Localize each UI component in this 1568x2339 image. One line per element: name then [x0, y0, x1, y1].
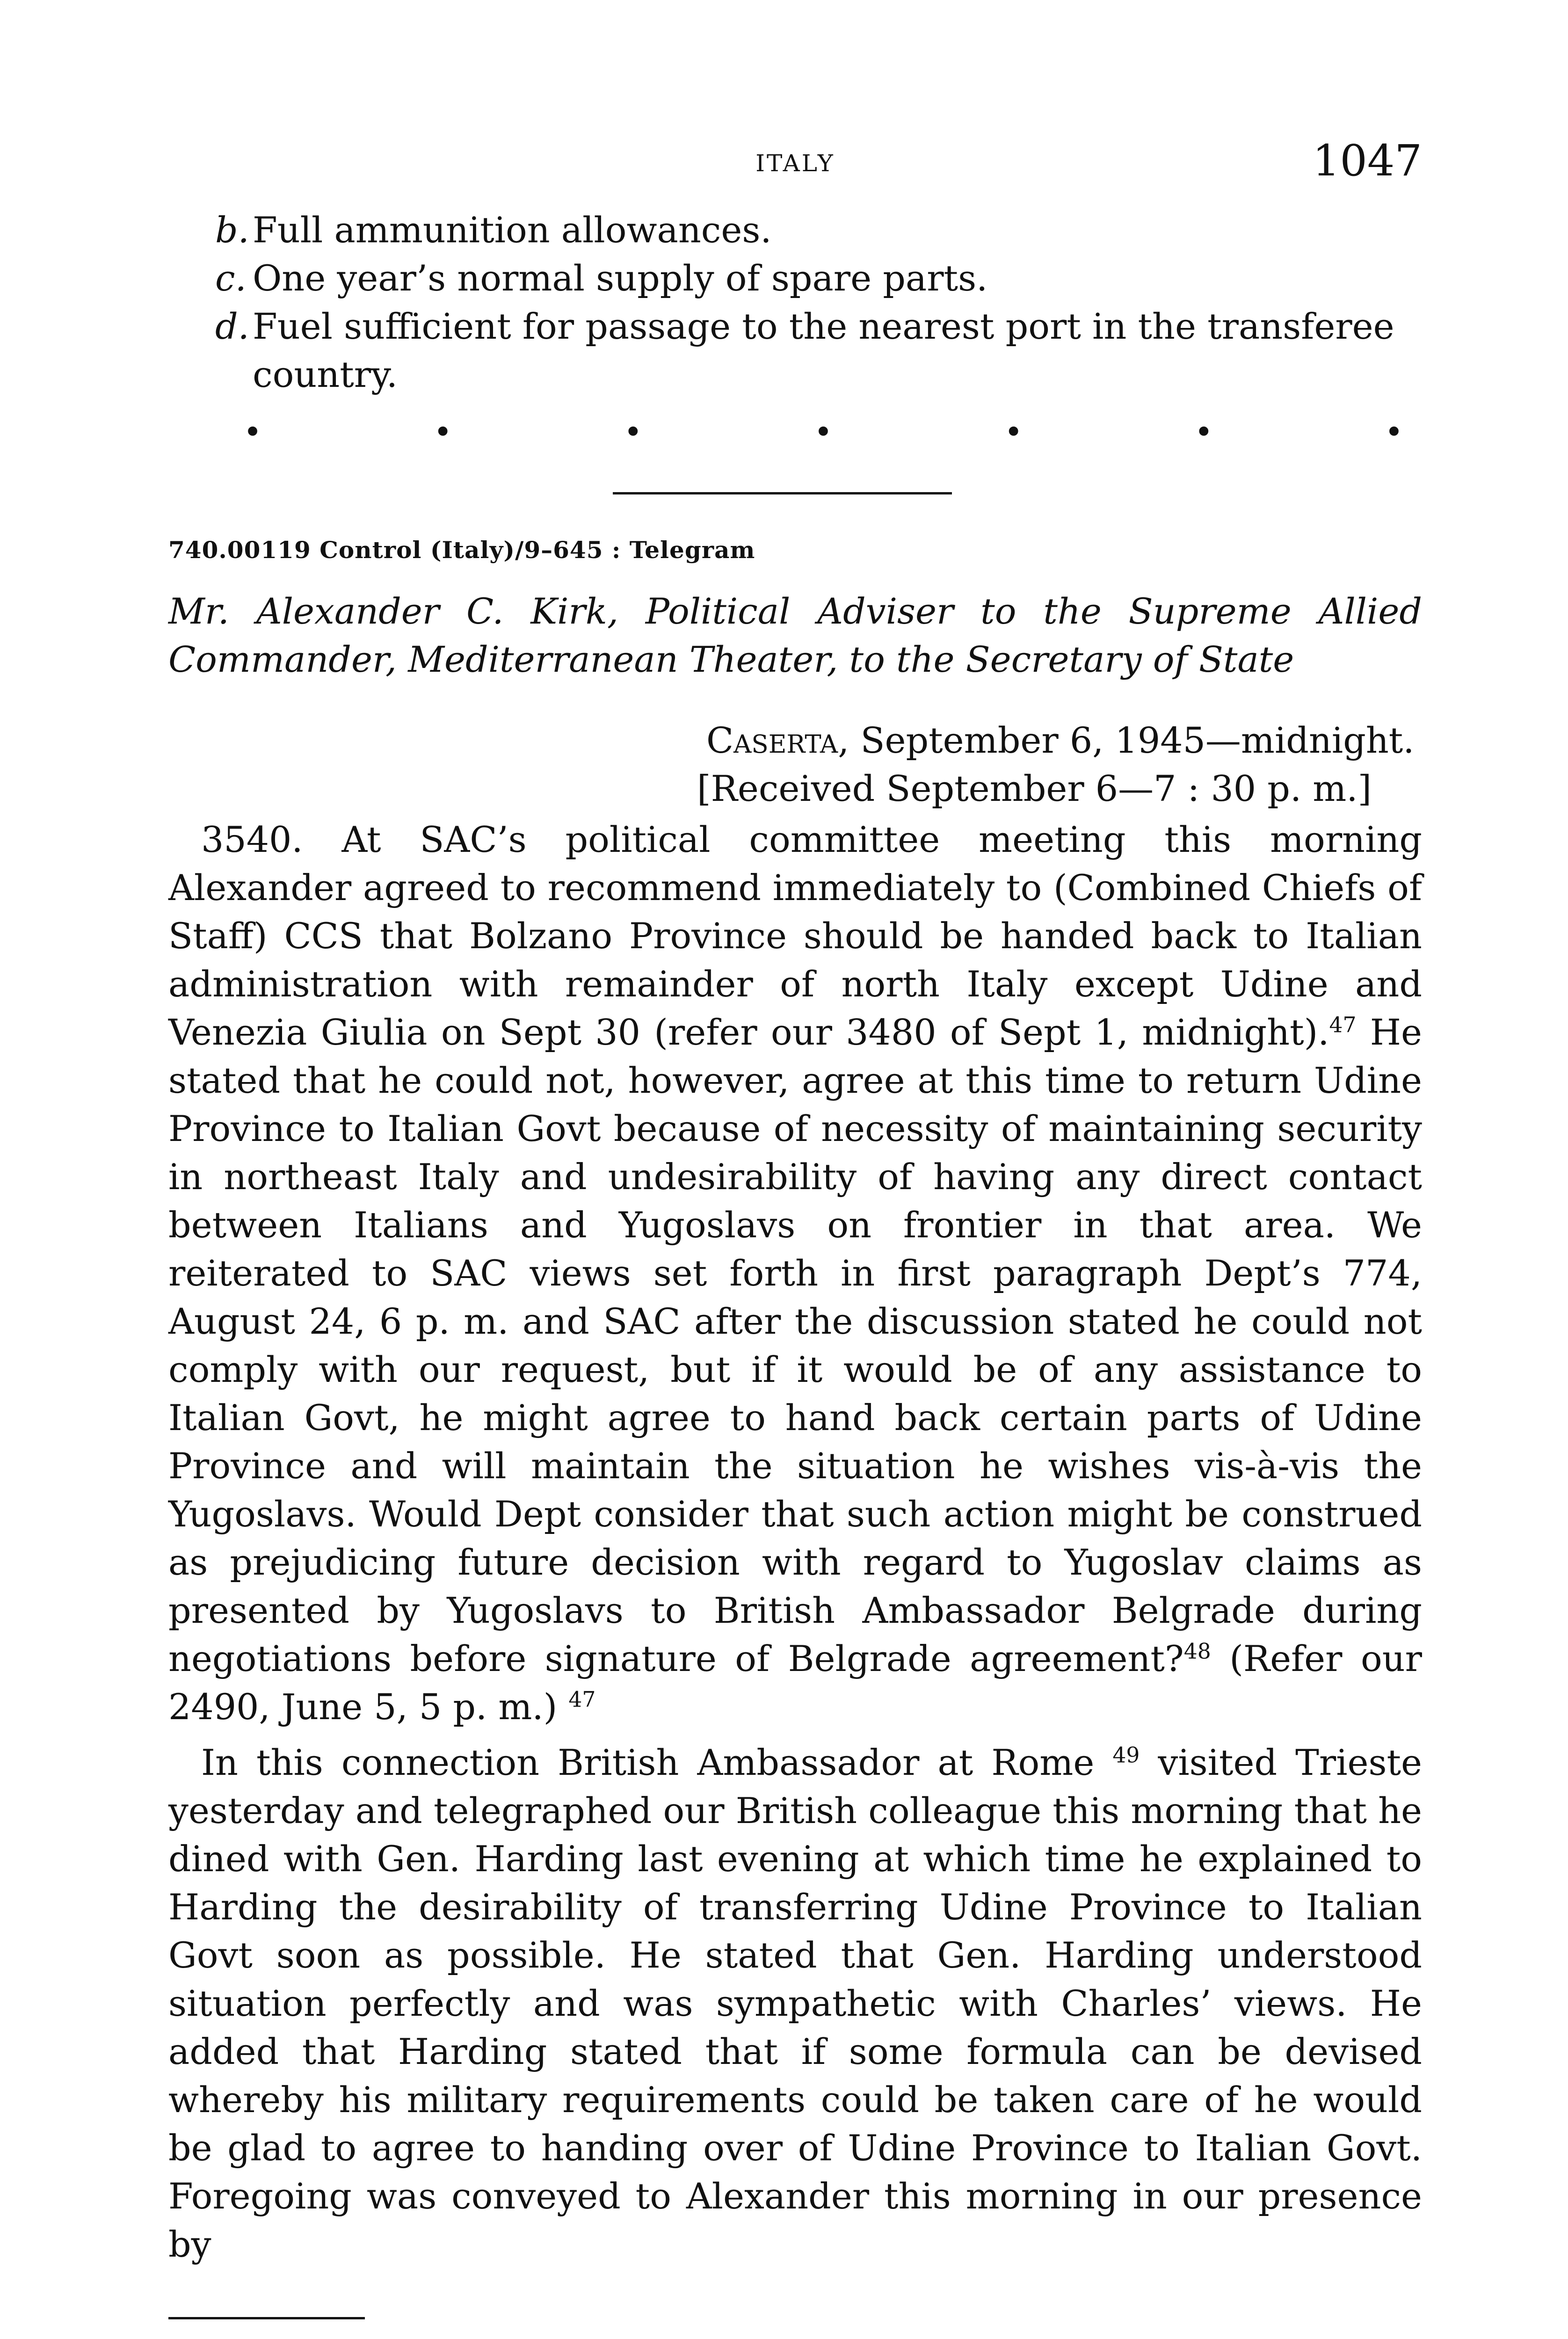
paragraph-text: (Refer our 2490, June 5, 5 p. m.)	[168, 1638, 1422, 1728]
document-file-number: 740.00119 Control (Italy)/9–645 : Telegram	[168, 536, 755, 564]
document-title: Mr. Alexander C. Kirk, Political Adviser to the Supreme Allied Commander, Mediterranean Theater, to the Secretary of State	[168, 590, 1422, 680]
dateline-place: Caserta	[706, 719, 838, 761]
running-head: ITALY	[755, 150, 835, 177]
paragraph-text: 3540. At SAC’s political committee meeting this morning Alexander agreed to recommend immediately to (Combined Chiefs of Staff) CCS that Bolzano Province should be handed back to Italian administration with remainder of north Italy except Udine and Venezia Giulia on Sept 30 (refer our 3480 of Sept 1, midnight).	[168, 819, 1422, 1053]
footnote-reference: 48	[1183, 1639, 1211, 1664]
ellipsis-dot: •	[243, 414, 262, 451]
list-item	[168, 254, 1422, 302]
list-item-marker: b.	[215, 209, 249, 251]
paragraph-text: visited Trieste yesterday and telegraphed our British colleague this morning that he dined with Gen. Harding last evening at which time he explained to Harding the desirability of transferring Udine Province to Italian Govt soon as possible. He stated that Gen. Harding understood situation perfectly and was sympathetic with Charles’ views. He added that Harding stated that if some formula can be devised whereby his military requirements could be taken care of he would be glad to agree to handing over of Udine Province to Italian Govt. Foregoing was conveyed to Alexander this morning in our presence by	[168, 1742, 1422, 2265]
allowance-list	[168, 206, 1422, 399]
footnote-reference: 49	[1112, 1743, 1140, 1768]
footnote-reference: 47	[568, 1687, 596, 1712]
ellipsis-dot: •	[433, 414, 452, 451]
page-number: 1047	[1312, 136, 1422, 186]
ellipsis-dot: •	[1194, 414, 1213, 451]
list-item-text: Full ammunition allowances.	[253, 209, 772, 251]
received-line: [Received September 6—7 : 30 p. m.]	[697, 768, 1372, 809]
list-item	[168, 302, 1422, 399]
paragraph-text: In this connection British Ambassador at Rome	[201, 1742, 1095, 1783]
ellipsis-dot: •	[813, 414, 833, 451]
list-item-text: One year’s normal supply of spare parts.	[253, 257, 988, 299]
body-paragraph	[168, 1738, 1422, 2268]
page-header	[168, 136, 1422, 206]
list-item-marker: c.	[215, 257, 247, 299]
document-page	[168, 136, 1422, 2339]
dateline-date: , September 6, 1945—midnight.	[838, 719, 1415, 761]
footnote-reference: 47	[1329, 1012, 1357, 1038]
ellipsis-dot: •	[1384, 414, 1403, 451]
paragraph-text: He stated that he could not, however, agree at this time to return Udine Province to Italian Govt because of necessity of maintaining security in northeast Italy and undesirability of having any direct contact between Italians and Yugoslavs on frontier in that area. We reiterated to SAC views set forth in first paragraph Dept’s 774, August 24, 6 p. m. and SAC after the discussion stated he could not comply with our request, but if it would be of any assistance to Italian Govt, he might agree to hand back certain parts of Udine Province and will maintain the situation he wishes vis-à-vis the Yugoslavs. Would Dept consider that such action might be construed as prejudicing future decision with regard to Yugoslav claims as presented by Yugoslavs to British Ambassador Belgrade during negotiations before signature of Belgrade agreement?	[168, 1011, 1422, 1679]
ellipsis-dot: •	[1004, 414, 1023, 451]
list-item	[168, 206, 1422, 254]
body-paragraph	[168, 815, 1422, 1731]
omission-ellipsis	[243, 416, 1403, 449]
footnote-divider	[168, 2317, 365, 2319]
list-item-marker: d.	[215, 305, 249, 347]
dateline	[168, 716, 1422, 764]
section-divider	[613, 492, 952, 494]
ellipsis-dot: •	[624, 414, 643, 451]
list-item-text: Fuel sufficient for passage to the nearest port in the transferee country.	[253, 305, 1394, 395]
